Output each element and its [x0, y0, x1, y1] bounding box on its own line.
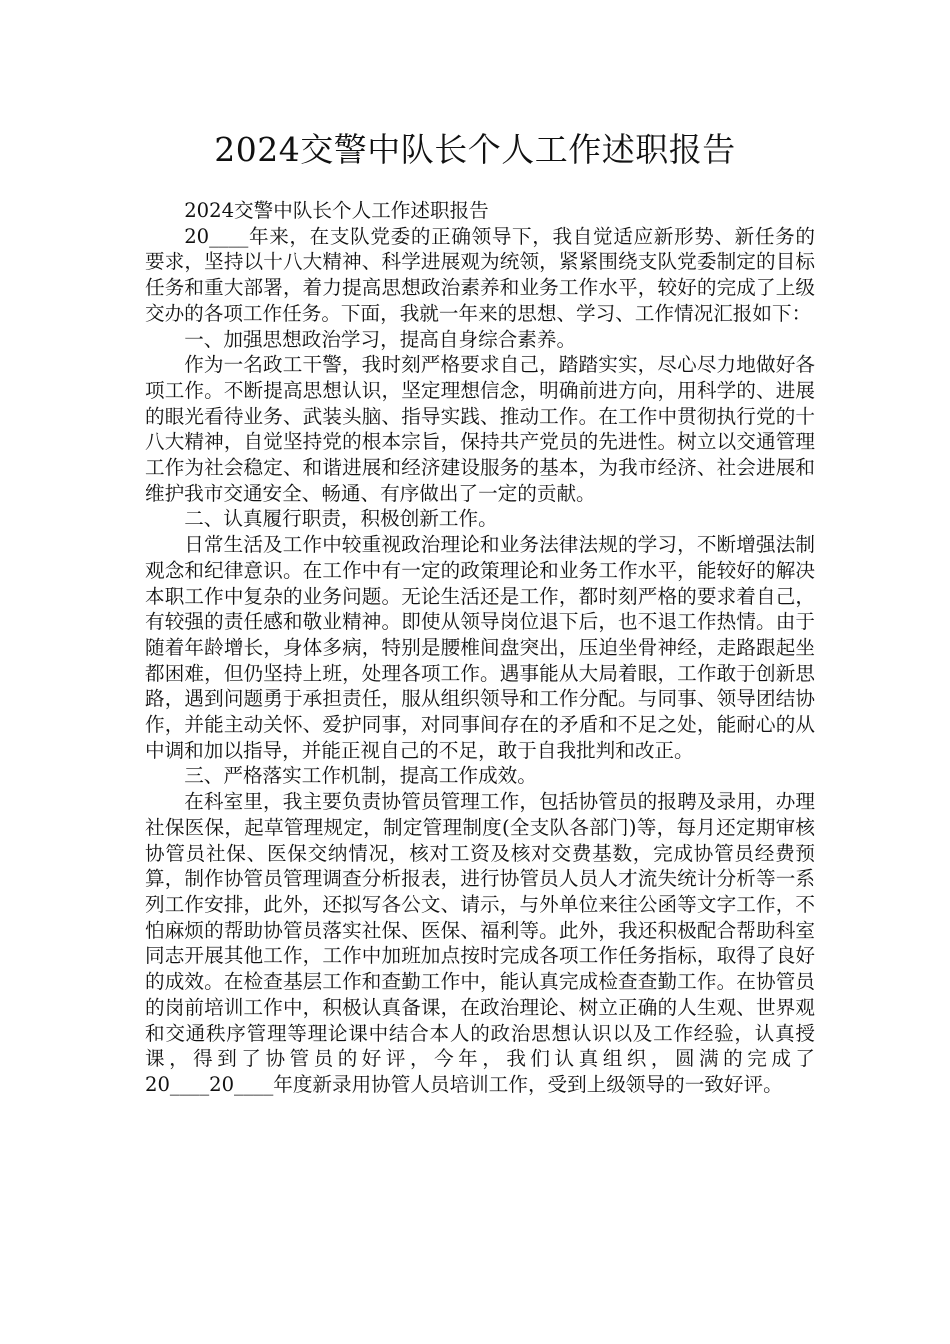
section-heading-2: 二、认真履行职责，积极创新工作。: [184, 507, 498, 531]
paragraph-intro: 20____年来，在支队党委的正确领导下，我自觉适应新形势、新任务的要求，坚持以十八大精神、科学进展观为统领，紧紧围绕支队党委制定的目标任务和重大部署，着力提高思想政治素养和业务工作水平，较好的完成了上级交办的各项工作任务。下面，我就一年来的思想、学习、工作情况汇报如下：: [145, 224, 815, 325]
document-body: [145, 198, 815, 1098]
paragraph-section-3: 在科室里，我主要负责协管员管理工作，包括协管员的报聘及录用，办理社保医保，起草管理规定，制定管理制度(全支队各部门)等，每月还定期审核协管员社保、医保交纳情况，核对工资及核对交费基数，完成协管员经费预算，制作协管员管理调查分析报表，进行协管员人员人才流失统计分析等一系列工作安排，此外，还拟写各公文、请示，与外单位来往公函等文字工作，不怕麻烦的帮助协管员落实社保、医保、福利等。此外，我还积极配合帮助科室同志开展其他工作，工作中加班加点按时完成各项工作任务指标，取得了良好的成效。在检查基层工作和查勤工作中，能认真完成检查查勤工作。在协管员的岗前培训工作中，积极认真备课，在政治理论、树立正确的人生观、世界观和交通秩序管理等理论课中结合本人的政治思想认识以及工作经验，认真授课，得到了协管员的好评，今年，我们认真组织，圆满的完成了20____20____年度新录用协管人员培训工作，受到上级领导的一致好评。: [145, 790, 815, 1096]
section-heading-3: 三、严格落实工作机制，提高工作成效。: [184, 764, 537, 788]
paragraph-section-2: 日常生活及工作中较重视政治理论和业务法律法规的学习，不断增强法制观念和纪律意识。在工作中有一定的政策理论和业务工作水平，能较好的解决本职工作中复杂的业务问题。无论生活还是工作，都时刻严格的要求着自己，有较强的责任感和敬业精神。即使从领导岗位退下后，也不退工作热情。由于随着年龄增长，身体多病，特别是腰椎间盘突出，压迫坐骨神经，走路跟起坐都困难，但仍坚持上班，处理各项工作。遇事能从大局着眼，工作敢于创新思路，遇到问题勇于承担责任，服从组织领导和工作分配。与同事、领导团结协作，并能主动关怀、爱护同事，对同事间存在的矛盾和不足之处，能耐心的从中调和加以指导，并能正视自己的不足，敢于自我批判和改正。: [145, 533, 815, 762]
document-title: 2024交警中队长个人工作述职报告: [214, 130, 736, 169]
paragraph-section-1: 作为一名政工干警，我时刻严格要求自己，踏踏实实，尽心尽力地做好各项工作。不断提高思想认识，坚定理想信念，明确前进方向，用科学的、进展的眼光看待业务、武装头脑、指导实践、推动工作。在工作中贯彻执行党的十八大精神，自觉坚持党的根本宗旨，保持共产党员的先进性。树立以交通管理工作为社会稳定、和谐进展和经济建设服务的基本，为我市经济、社会进展和维护我市交通安全、畅通、有序做出了一定的贡献。: [145, 353, 815, 505]
section-heading-1: 一、加强思想政治学习，提高自身综合素养。: [184, 327, 577, 351]
paragraph-subtitle: 2024交警中队长个人工作述职报告: [184, 199, 489, 222]
